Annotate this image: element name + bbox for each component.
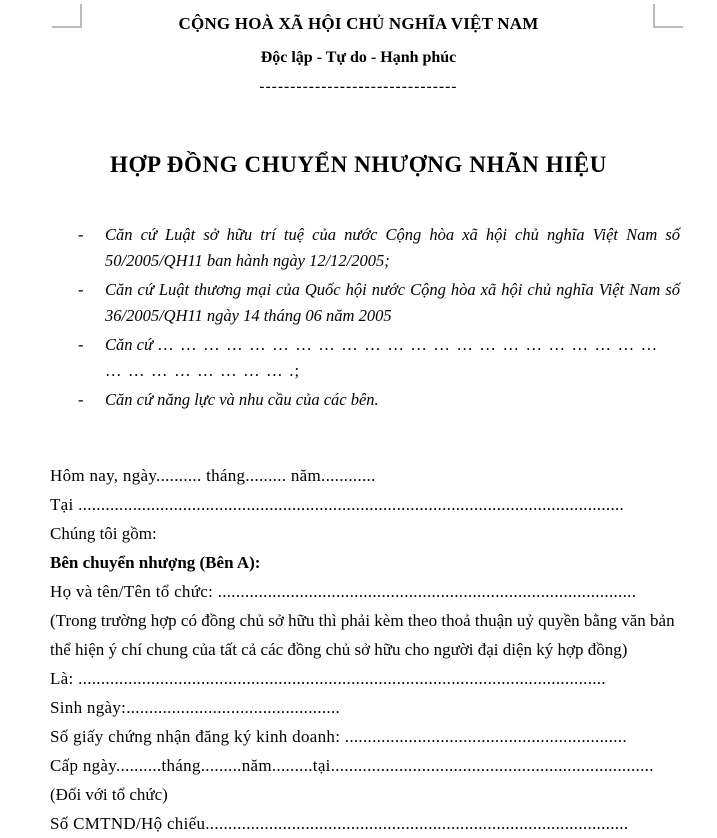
place-line: Tại ........................................................................................................................ bbox=[50, 495, 625, 515]
role-line: Là: .................................................................................................................... bbox=[50, 669, 606, 689]
birth-date-line: Sinh ngày:............................................... bbox=[50, 698, 341, 718]
legal-basis-text: Căn cứ năng lực và nhu cầu của các bên. bbox=[105, 390, 379, 410]
party-a-heading: Bên chuyển nhượng (Bên A): bbox=[50, 553, 261, 573]
date-line: Hôm nay, ngày.......... tháng......... năm............ bbox=[50, 466, 376, 486]
text-boundary-corner-top-right bbox=[653, 4, 683, 28]
page-title: HỢP ĐỒNG CHUYỂN NHƯỢNG NHÃN HIỆU bbox=[110, 151, 607, 177]
legal-basis-text: Căn cứ bbox=[105, 335, 158, 355]
legal-basis-item bbox=[78, 277, 680, 329]
legal-basis-dot-leader: … … … … … … … … … … … … … … … … … … … … … … … … … … … … … … .; bbox=[105, 335, 659, 381]
parties-intro: Chúng tôi gồm: bbox=[50, 524, 157, 544]
national-motto: Độc lập - Tự do - Hạnh phúc bbox=[260, 49, 457, 67]
heading-separator-rule: -------------------------------- bbox=[259, 78, 458, 95]
bullet-marker: - bbox=[78, 335, 84, 355]
bullet-marker: - bbox=[78, 390, 84, 410]
national-heading: CỘNG HOÀ XÃ HỘI CHỦ NGHĨA VIỆT NAM bbox=[178, 14, 539, 33]
name-line: Họ và tên/Tên tổ chức: ............................................................................................ bbox=[50, 582, 637, 602]
co-owner-note: (Trong trường hợp có đồng chủ sở hữu thì phải kèm theo thoả thuận uỷ quyền bằng văn bản thể hiện ý chí chung của tất cả các đồng chủ sở hữu cho người đại diện ký hợp đồng) bbox=[50, 611, 675, 660]
id-number-line: Số CMTND/Hộ chiếu............................................................................................. bbox=[50, 814, 629, 834]
legal-basis-item bbox=[78, 332, 680, 384]
contract-body bbox=[0, 416, 717, 838]
issue-date-line: Cấp ngày..........tháng.........năm.........tại....................................................................... bbox=[50, 756, 654, 776]
bullet-marker: - bbox=[78, 225, 84, 245]
legal-basis-text: Căn cứ Luật thương mại của Quốc hội nước Cộng hòa xã hội chủ nghĩa Việt Nam số 36/2005/QH11 ngày 14 tháng 06 năm 2005 bbox=[105, 280, 680, 326]
text-boundary-corner-top-left bbox=[52, 4, 82, 28]
organization-note: (Đối với tổ chức) bbox=[50, 785, 168, 805]
business-certificate-line: Số giấy chứng nhận đăng ký kinh doanh: .............................................................. bbox=[50, 727, 627, 747]
legal-basis-text: Căn cứ Luật sở hữu trí tuệ của nước Cộng hòa xã hội chủ nghĩa Việt Nam số 50/2005/QH11 ban hành ngày 12/12/2005; bbox=[105, 225, 680, 271]
legal-basis-item bbox=[78, 387, 680, 413]
legal-basis-list bbox=[0, 178, 717, 413]
bullet-marker: - bbox=[78, 280, 84, 300]
legal-basis-item bbox=[78, 222, 680, 274]
